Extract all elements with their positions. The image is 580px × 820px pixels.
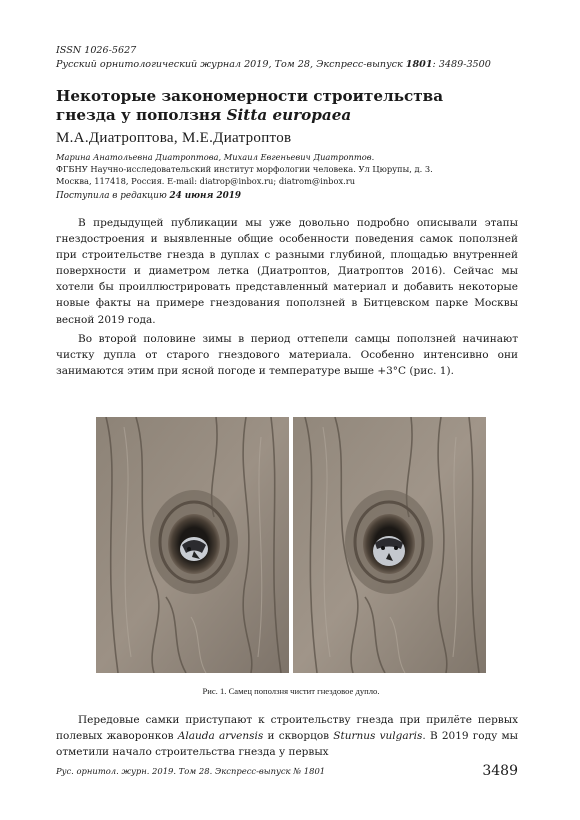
species-name: Alauda arvensis [177,730,264,743]
article-body [56,215,518,379]
paragraph-3: Передовые самки приступают к строительству гнезда при прилёте первых полевых жаворонков Alauda arvensis и скворцов Sturnus vulgaris. В 2019 году мы отметили начало строительства гнезда у первых [56,714,518,759]
article-body-continued [56,712,518,760]
received-date: Поступила в редакцию 24 июня 2019 [56,191,241,201]
authors: М.А.Диатроптова, М.Е.Диатроптов [56,130,292,146]
affiliation: Марина Анатольевна Диатроптова, Михаил Евгеньевич Диатроптов. ФГБНУ Научно-исследовательский институт морфологии человека. Ул Цюрупы, д. 3. Москва, 117418, Россия. E-mail: diatrop@inbox.ru; diatrom@inbox.ru [56,152,433,186]
paragraph-1: В предыдущей публикации мы уже довольно подробно описывали этапы гнездостроения и выявленные общие особенности поведения самок поползней при строительстве гнезда в дуплах с разными глубиной, площадью внутренней поверхности и диаметром летка (Диатроптов, Диатроптов 2016). Сейчас мы хотели бы проиллюстрировать представленный материал и добавить некоторые новые факты на примере гнездования поползней в Битцевском парке Москвы весной 2019 года. [56,217,518,326]
figure-1 [96,417,486,696]
page-footer [56,759,518,779]
figure-caption: Рис. 1. Самец поползня чистит гнездовое дупло. [202,686,380,696]
paragraph-2: Во второй половине зимы в период оттепели самцы поползней начинают чистку дупла от старого гнездового материала. Особенно интенсивно они занимаются этим при ясной погоде и температуре выше +3°С (рис. 1). [56,332,518,377]
photo-nuthatch-right [293,417,486,673]
species-name: Sturnus vulgaris [333,730,423,743]
footer-citation: Рус. орнитол. журн. 2019. Том 28. Экспресс-выпуск № 1801 [56,766,326,776]
page-number: 3489 [482,763,518,779]
article-page [56,44,518,779]
species-name: Sitta europaea [226,105,352,124]
issue-number: 1801 [405,59,433,70]
issn: ISSN 1026-5627 [56,45,137,56]
journal-citation: Русский орнитологический журнал 2019, Том 28, Экспресс-выпуск 1801: 3489-3500 [56,59,491,70]
article-title: Некоторые закономерности строительства гнезда у поползня Sitta europaea [56,87,444,124]
journal-header [56,44,518,72]
photo-nuthatch-left [96,417,289,673]
